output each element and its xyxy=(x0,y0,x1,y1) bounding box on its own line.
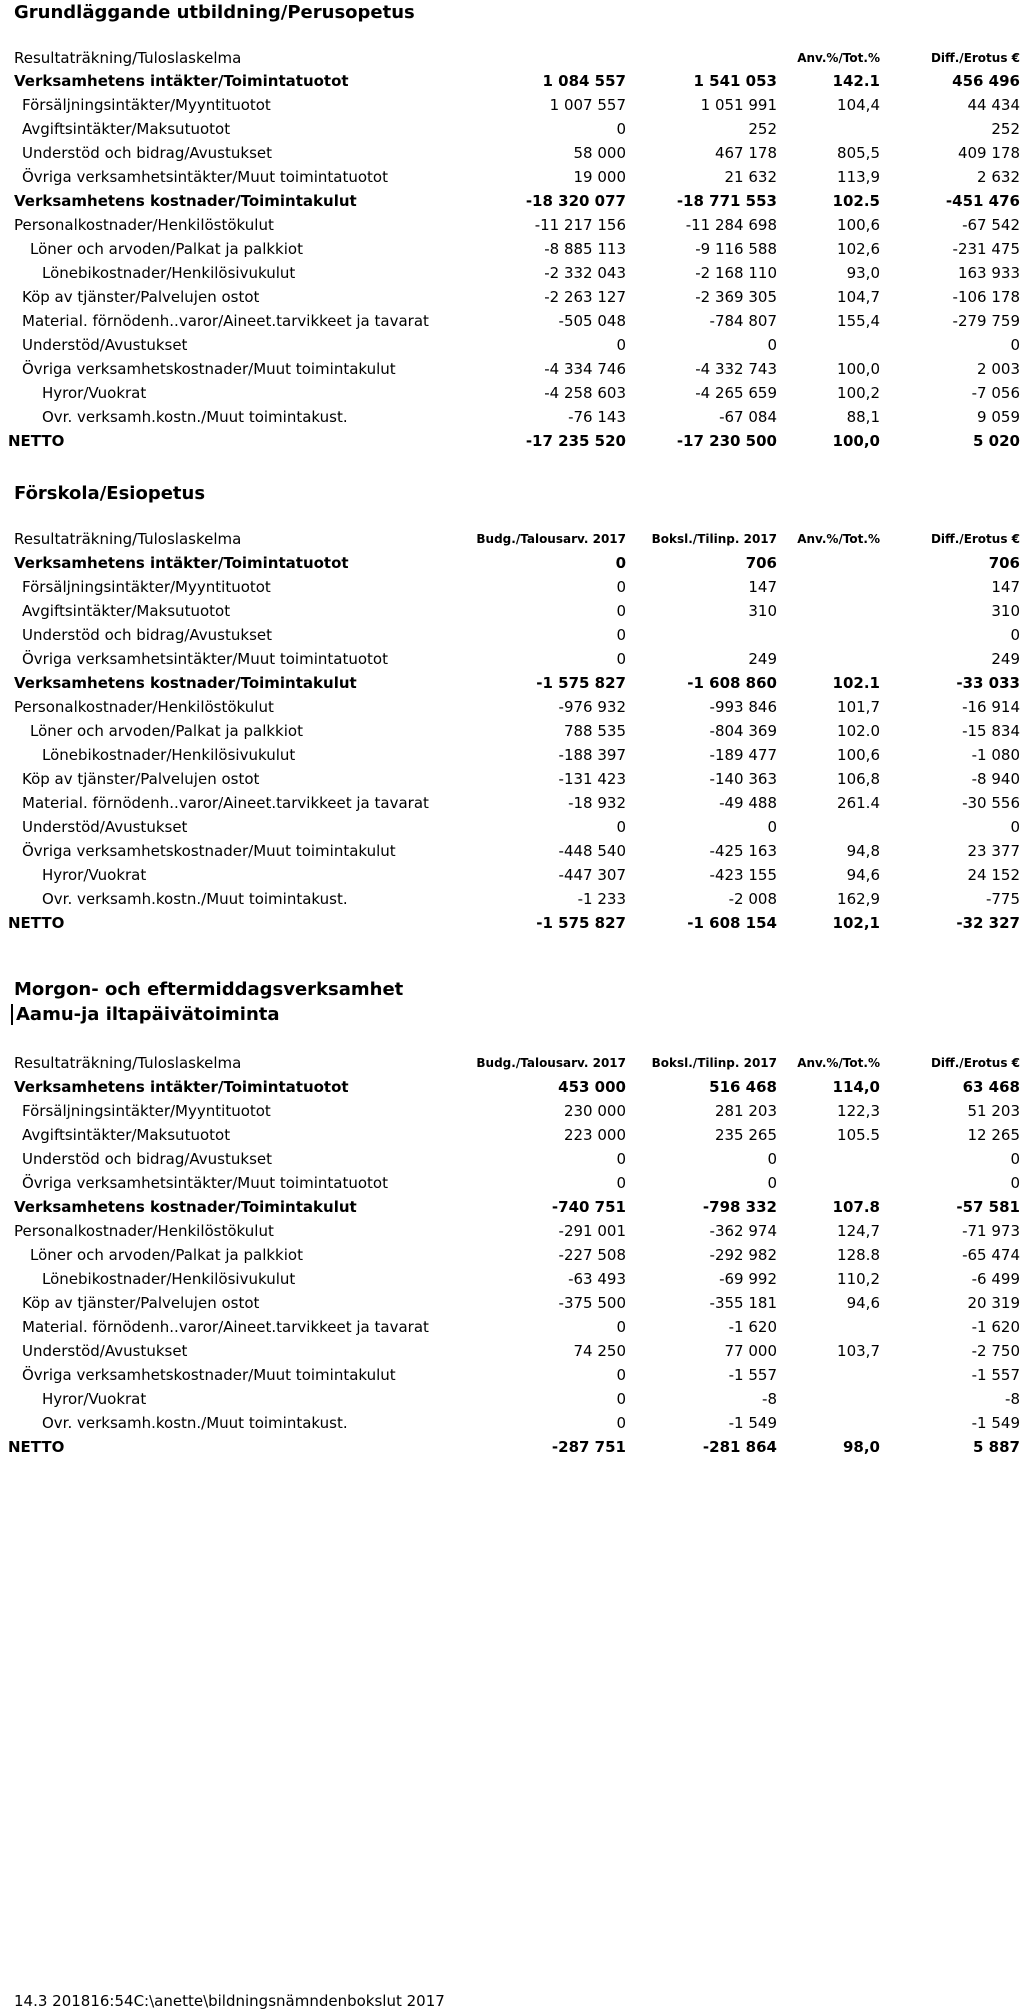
percent-value: 98,0 xyxy=(842,1438,880,1456)
percent-value: 104,4 xyxy=(837,96,880,114)
percent-value: 102.5 xyxy=(832,192,880,210)
budget-value: 223 000 xyxy=(563,1126,626,1144)
row-label: Övriga verksamhetsintäkter/Muut toimintatuotot xyxy=(22,650,388,668)
difference-value: 147 xyxy=(991,578,1020,596)
table-row xyxy=(0,1243,1024,1267)
bokslut-value: 0 xyxy=(767,1150,777,1168)
table-row xyxy=(0,1219,1024,1243)
table-row xyxy=(0,1291,1024,1315)
section-subtitle: Aamu-ja iltapäivätoiminta xyxy=(11,1004,280,1025)
table-row xyxy=(0,381,1024,405)
row-label: Övriga verksamhetskostnader/Muut toimintakulut xyxy=(22,360,396,378)
budget-value: 0 xyxy=(616,1414,626,1432)
table-header-row xyxy=(0,47,1024,69)
difference-value: 249 xyxy=(991,650,1020,668)
percent-value: 102.1 xyxy=(832,674,880,692)
percent-value: 94,6 xyxy=(846,866,880,884)
budget-value: -63 493 xyxy=(568,1270,626,1288)
bokslut-value: -17 230 500 xyxy=(676,432,777,450)
bokslut-value: -798 332 xyxy=(702,1198,777,1216)
bokslut-value: 0 xyxy=(767,818,777,836)
table-row xyxy=(0,141,1024,165)
difference-value: -8 940 xyxy=(971,770,1020,788)
difference-value: 706 xyxy=(988,554,1020,572)
percent-value: 261.4 xyxy=(837,794,880,812)
percent-value: 94,6 xyxy=(846,1294,880,1312)
budget-value: -1 575 827 xyxy=(536,914,626,932)
bokslut-value: -784 807 xyxy=(709,312,777,330)
difference-value: 252 xyxy=(991,120,1020,138)
budget-value: 0 xyxy=(616,650,626,668)
table-row xyxy=(0,1075,1024,1099)
difference-value: 0 xyxy=(1010,1150,1020,1168)
row-label: Material. förnödenh..varor/Aineet.tarvikkeet ja tavarat xyxy=(22,1318,429,1336)
table-row xyxy=(0,117,1024,141)
bokslut-value: -1 557 xyxy=(728,1366,777,1384)
percent-value: 113,9 xyxy=(837,168,880,186)
table-row xyxy=(0,767,1024,791)
row-label: Understöd och bidrag/Avustukset xyxy=(22,1150,272,1168)
bokslut-value: -423 155 xyxy=(709,866,777,884)
table-row xyxy=(0,1195,1024,1219)
bokslut-value: 310 xyxy=(748,602,777,620)
budget-value: -227 508 xyxy=(558,1246,626,1264)
table-row xyxy=(0,551,1024,575)
percent-value: 100,6 xyxy=(837,746,880,764)
bokslut-value: -281 864 xyxy=(702,1438,777,1456)
percent-value: 104,7 xyxy=(837,288,880,306)
table-row xyxy=(0,815,1024,839)
percent-value: 142.1 xyxy=(832,72,880,90)
budget-value: -76 143 xyxy=(568,408,626,426)
table-row xyxy=(0,261,1024,285)
percent-value: 100,0 xyxy=(837,360,880,378)
header-difference: Diff./Erotus € xyxy=(930,532,1020,546)
percent-value: 110,2 xyxy=(837,1270,880,1288)
budget-value: -11 217 156 xyxy=(534,216,626,234)
bokslut-value: -140 363 xyxy=(709,770,777,788)
difference-value: 12 265 xyxy=(967,1126,1020,1144)
difference-value: -67 542 xyxy=(962,216,1020,234)
table-row xyxy=(0,309,1024,333)
row-label: Övriga verksamhetskostnader/Muut toimintakulut xyxy=(22,842,396,860)
percent-value: 105.5 xyxy=(837,1126,880,1144)
table-row xyxy=(0,1411,1024,1435)
table-row xyxy=(0,165,1024,189)
percent-value: 100,0 xyxy=(832,432,880,450)
difference-value: -279 759 xyxy=(952,312,1020,330)
bokslut-value: -18 771 553 xyxy=(676,192,777,210)
budget-value: 1 007 557 xyxy=(549,96,626,114)
row-label: Personalkostnader/Henkilöstökulut xyxy=(14,1222,274,1240)
row-label: Verksamhetens intäkter/Toimintatuotot xyxy=(14,72,349,90)
budget-value: 0 xyxy=(616,626,626,644)
netto-row xyxy=(0,429,1024,453)
result-table xyxy=(0,527,1024,935)
budget-value: 1 084 557 xyxy=(542,72,626,90)
row-label: Material. förnödenh..varor/Aineet.tarvikkeet ja tavarat xyxy=(22,312,429,330)
bokslut-value: 467 178 xyxy=(714,144,777,162)
table-row xyxy=(0,623,1024,647)
row-label: Hyror/Vuokrat xyxy=(42,384,147,402)
table-row xyxy=(0,1387,1024,1411)
budget-value: -17 235 520 xyxy=(525,432,626,450)
budget-value: -4 258 603 xyxy=(544,384,626,402)
header-label: Resultaträkning/Tuloslaskelma xyxy=(14,530,242,548)
table-row xyxy=(0,237,1024,261)
bokslut-value: -11 284 698 xyxy=(685,216,777,234)
difference-value: -7 056 xyxy=(971,384,1020,402)
percent-value: 122,3 xyxy=(837,1102,880,1120)
table-row xyxy=(0,93,1024,117)
budget-value: 0 xyxy=(616,120,626,138)
budget-value: -2 263 127 xyxy=(544,288,626,306)
header-budget: Budg./Talousarv. 2017 xyxy=(476,1056,626,1070)
budget-value: -740 751 xyxy=(551,1198,626,1216)
header-label: Resultaträkning/Tuloslaskelma xyxy=(14,1054,242,1072)
difference-value: -775 xyxy=(985,890,1020,908)
table-row xyxy=(0,671,1024,695)
table-row xyxy=(0,599,1024,623)
table-row xyxy=(0,887,1024,911)
row-label: Verksamhetens kostnader/Toimintakulut xyxy=(14,1198,357,1216)
bokslut-value: -49 488 xyxy=(719,794,777,812)
row-label: NETTO xyxy=(8,914,65,932)
table-row xyxy=(0,791,1024,815)
table-row xyxy=(0,1147,1024,1171)
bokslut-value: -9 116 588 xyxy=(695,240,777,258)
row-label: Köp av tjänster/Palvelujen ostot xyxy=(22,770,260,788)
bokslut-value: 1 051 991 xyxy=(700,96,777,114)
difference-value: -65 474 xyxy=(962,1246,1020,1264)
budget-value: -448 540 xyxy=(558,842,626,860)
percent-value: 107.8 xyxy=(832,1198,880,1216)
bokslut-value: -8 xyxy=(762,1390,777,1408)
header-difference: Diff./Erotus € xyxy=(930,1056,1020,1070)
bokslut-value: -804 369 xyxy=(709,722,777,740)
row-label: Understöd och bidrag/Avustukset xyxy=(22,144,272,162)
budget-value: 0 xyxy=(615,554,626,572)
difference-value: 9 059 xyxy=(977,408,1020,426)
budget-value: 0 xyxy=(616,818,626,836)
percent-value: 93,0 xyxy=(846,264,880,282)
section-title: Grundläggande utbildning/Perusopetus xyxy=(14,2,415,23)
row-label: Understöd/Avustukset xyxy=(22,818,188,836)
difference-value: 2 003 xyxy=(977,360,1020,378)
difference-value: 51 203 xyxy=(967,1102,1020,1120)
bokslut-value: -189 477 xyxy=(709,746,777,764)
bokslut-value: 516 468 xyxy=(709,1078,777,1096)
netto-row xyxy=(0,1435,1024,1459)
budget-value: -18 320 077 xyxy=(525,192,626,210)
budget-value: 0 xyxy=(616,602,626,620)
percent-value: 103,7 xyxy=(837,1342,880,1360)
bokslut-value: 77 000 xyxy=(724,1342,777,1360)
percent-value: 162,9 xyxy=(837,890,880,908)
budget-value: 0 xyxy=(616,578,626,596)
table-row xyxy=(0,743,1024,767)
difference-value: -6 499 xyxy=(971,1270,1020,1288)
table-row xyxy=(0,719,1024,743)
percent-value: 106,8 xyxy=(837,770,880,788)
table-row xyxy=(0,69,1024,93)
budget-value: -4 334 746 xyxy=(544,360,626,378)
bokslut-value: -1 608 860 xyxy=(687,674,777,692)
percent-value: 102,6 xyxy=(837,240,880,258)
table-row xyxy=(0,1267,1024,1291)
row-label: Lönebikostnader/Henkilösivukulut xyxy=(42,746,296,764)
table-row xyxy=(0,405,1024,429)
bokslut-value: -67 084 xyxy=(719,408,777,426)
budget-value: 0 xyxy=(616,336,626,354)
table-row xyxy=(0,1363,1024,1387)
bokslut-value: -4 332 743 xyxy=(695,360,777,378)
difference-value: 409 178 xyxy=(957,144,1020,162)
difference-value: -33 033 xyxy=(956,674,1020,692)
percent-value: 114,0 xyxy=(832,1078,880,1096)
row-label: Lönebikostnader/Henkilösivukulut xyxy=(42,264,296,282)
difference-value: 163 933 xyxy=(957,264,1020,282)
row-label: Verksamhetens intäkter/Toimintatuotot xyxy=(14,1078,349,1096)
difference-value: 63 468 xyxy=(962,1078,1020,1096)
table-row xyxy=(0,285,1024,309)
difference-value: -57 581 xyxy=(956,1198,1020,1216)
table-header-row xyxy=(0,527,1024,551)
table-row xyxy=(0,839,1024,863)
header-budget: Budg./Talousarv. 2017 xyxy=(476,532,626,546)
netto-row xyxy=(0,911,1024,935)
row-label: Avgiftsintäkter/Maksutuotot xyxy=(22,1126,231,1144)
percent-value: 100,2 xyxy=(837,384,880,402)
percent-value: 101,7 xyxy=(837,698,880,716)
bokslut-value: 281 203 xyxy=(714,1102,777,1120)
bokslut-value: 706 xyxy=(745,554,777,572)
difference-value: 310 xyxy=(991,602,1020,620)
section-title: Morgon- och eftermiddagsverksamhet xyxy=(14,979,404,1000)
row-label: Verksamhetens kostnader/Toimintakulut xyxy=(14,192,357,210)
budget-value: -1 233 xyxy=(577,890,626,908)
bokslut-value: 1 541 053 xyxy=(693,72,777,90)
difference-value: 24 152 xyxy=(967,866,1020,884)
difference-value: -30 556 xyxy=(962,794,1020,812)
difference-value: -106 178 xyxy=(952,288,1020,306)
bokslut-value: -362 974 xyxy=(709,1222,777,1240)
row-label: Ovr. verksamh.kostn./Muut toimintakust. xyxy=(42,890,348,908)
budget-value: 0 xyxy=(616,1174,626,1192)
header-percent: Anv.%/Tot.% xyxy=(797,51,880,65)
row-label: Lönebikostnader/Henkilösivukulut xyxy=(42,1270,296,1288)
percent-value: 102,1 xyxy=(832,914,880,932)
bokslut-value: 21 632 xyxy=(724,168,777,186)
budget-value: 0 xyxy=(616,1318,626,1336)
row-label: Försäljningsintäkter/Myyntituotot xyxy=(22,96,271,114)
percent-value: 128.8 xyxy=(837,1246,880,1264)
row-label: NETTO xyxy=(8,432,65,450)
budget-value: 230 000 xyxy=(563,1102,626,1120)
row-label: Löner och arvoden/Palkat ja palkkiot xyxy=(30,1246,303,1264)
row-label: Köp av tjänster/Palvelujen ostot xyxy=(22,288,260,306)
percent-value: 88,1 xyxy=(846,408,880,426)
table-header-row xyxy=(0,1051,1024,1075)
section-title: Förskola/Esiopetus xyxy=(14,483,206,504)
difference-value: -1 080 xyxy=(971,746,1020,764)
table-row xyxy=(0,189,1024,213)
difference-value: 0 xyxy=(1010,1174,1020,1192)
budget-value: -287 751 xyxy=(551,1438,626,1456)
bokslut-value: 235 265 xyxy=(714,1126,777,1144)
budget-value: -375 500 xyxy=(558,1294,626,1312)
result-table xyxy=(0,47,1024,453)
difference-value: 0 xyxy=(1010,336,1020,354)
budget-value: -976 932 xyxy=(558,698,626,716)
row-label: Löner och arvoden/Palkat ja palkkiot xyxy=(30,722,303,740)
percent-value: 805,5 xyxy=(837,144,880,162)
row-label: Övriga verksamhetsintäkter/Muut toimintatuotot xyxy=(22,1174,388,1192)
budget-value: 58 000 xyxy=(573,144,626,162)
table-row xyxy=(0,213,1024,237)
budget-value: -18 932 xyxy=(568,794,626,812)
table-row xyxy=(0,647,1024,671)
bokslut-value: -1 620 xyxy=(728,1318,777,1336)
budget-value: -447 307 xyxy=(558,866,626,884)
row-label: Understöd/Avustukset xyxy=(22,1342,188,1360)
percent-value: 102.0 xyxy=(837,722,880,740)
table-row xyxy=(0,1315,1024,1339)
budget-value: 453 000 xyxy=(558,1078,626,1096)
bokslut-value: -69 992 xyxy=(719,1270,777,1288)
budget-value: 788 535 xyxy=(563,722,626,740)
difference-value: -8 xyxy=(1005,1390,1020,1408)
bokslut-value: -2 369 305 xyxy=(695,288,777,306)
header-difference: Diff./Erotus € xyxy=(930,51,1020,65)
difference-value: -1 549 xyxy=(971,1414,1020,1432)
header-label: Resultaträkning/Tuloslaskelma xyxy=(14,49,242,67)
budget-value: -188 397 xyxy=(558,746,626,764)
row-label: NETTO xyxy=(8,1438,65,1456)
budget-value: 19 000 xyxy=(573,168,626,186)
difference-value: 20 319 xyxy=(967,1294,1020,1312)
row-label: Övriga verksamhetskostnader/Muut toimintakulut xyxy=(22,1366,396,1384)
budget-value: -291 001 xyxy=(558,1222,626,1240)
difference-value: -32 327 xyxy=(956,914,1020,932)
percent-value: 94,8 xyxy=(846,842,880,860)
row-label: Verksamhetens intäkter/Toimintatuotot xyxy=(14,554,349,572)
bokslut-value: -2 008 xyxy=(728,890,777,908)
bokslut-value: -425 163 xyxy=(709,842,777,860)
header-bokslut: Boksl./Tilinp. 2017 xyxy=(651,532,777,546)
difference-value: 0 xyxy=(1010,626,1020,644)
difference-value: -15 834 xyxy=(962,722,1020,740)
row-label: Verksamhetens kostnader/Toimintakulut xyxy=(14,674,357,692)
table-row xyxy=(0,357,1024,381)
budget-value: -131 423 xyxy=(558,770,626,788)
percent-value: 124,7 xyxy=(837,1222,880,1240)
difference-value: 2 632 xyxy=(977,168,1020,186)
difference-value: -2 750 xyxy=(971,1342,1020,1360)
budget-value: 74 250 xyxy=(573,1342,626,1360)
bokslut-value: -1 549 xyxy=(728,1414,777,1432)
row-label: Personalkostnader/Henkilöstökulut xyxy=(14,216,274,234)
table-row xyxy=(0,695,1024,719)
difference-value: 5 020 xyxy=(973,432,1020,450)
row-label: Personalkostnader/Henkilöstökulut xyxy=(14,698,274,716)
bokslut-value: -993 846 xyxy=(709,698,777,716)
table-row xyxy=(0,333,1024,357)
row-label: Material. förnödenh..varor/Aineet.tarvikkeet ja tavarat xyxy=(22,794,429,812)
row-label: Ovr. verksamh.kostn./Muut toimintakust. xyxy=(42,408,348,426)
bokslut-value: -292 982 xyxy=(709,1246,777,1264)
row-label: Försäljningsintäkter/Myyntituotot xyxy=(22,578,271,596)
table-row xyxy=(0,1339,1024,1363)
difference-value: 44 434 xyxy=(967,96,1020,114)
difference-value: 23 377 xyxy=(967,842,1020,860)
file-path-footer: 14.3 201816:54C:\anette\bildningsnämndenbokslut 2017 xyxy=(14,1992,445,2010)
difference-value: -16 914 xyxy=(962,698,1020,716)
bokslut-value: -355 181 xyxy=(709,1294,777,1312)
percent-value: 100,6 xyxy=(837,216,880,234)
budget-value: -2 332 043 xyxy=(544,264,626,282)
budget-value: 0 xyxy=(616,1150,626,1168)
percent-value: 155,4 xyxy=(837,312,880,330)
row-label: Försäljningsintäkter/Myyntituotot xyxy=(22,1102,271,1120)
budget-value: -8 885 113 xyxy=(544,240,626,258)
difference-value: 5 887 xyxy=(973,1438,1020,1456)
bokslut-value: 249 xyxy=(748,650,777,668)
row-label: Avgiftsintäkter/Maksutuotot xyxy=(22,602,231,620)
bokslut-value: 0 xyxy=(767,336,777,354)
table-row xyxy=(0,1123,1024,1147)
row-label: Löner och arvoden/Palkat ja palkkiot xyxy=(30,240,303,258)
difference-value: 456 496 xyxy=(952,72,1020,90)
bokslut-value: -2 168 110 xyxy=(695,264,777,282)
budget-value: 0 xyxy=(616,1390,626,1408)
row-label: Avgiftsintäkter/Maksutuotot xyxy=(22,120,231,138)
bokslut-value: -1 608 154 xyxy=(687,914,777,932)
table-row xyxy=(0,575,1024,599)
row-label: Köp av tjänster/Palvelujen ostot xyxy=(22,1294,260,1312)
budget-value: -505 048 xyxy=(558,312,626,330)
result-table xyxy=(0,1051,1024,1459)
row-label: Hyror/Vuokrat xyxy=(42,1390,147,1408)
difference-value: 0 xyxy=(1010,818,1020,836)
header-percent: Anv.%/Tot.% xyxy=(797,532,880,546)
row-label: Övriga verksamhetsintäkter/Muut toimintatuotot xyxy=(22,168,388,186)
bokslut-value: -4 265 659 xyxy=(695,384,777,402)
table-row xyxy=(0,1099,1024,1123)
row-label: Understöd/Avustukset xyxy=(22,336,188,354)
header-bokslut: Boksl./Tilinp. 2017 xyxy=(651,1056,777,1070)
difference-value: -1 620 xyxy=(971,1318,1020,1336)
bokslut-value: 147 xyxy=(748,578,777,596)
budget-value: -1 575 827 xyxy=(536,674,626,692)
difference-value: -1 557 xyxy=(971,1366,1020,1384)
difference-value: -231 475 xyxy=(952,240,1020,258)
difference-value: -71 973 xyxy=(962,1222,1020,1240)
bokslut-value: 252 xyxy=(748,120,777,138)
header-percent: Anv.%/Tot.% xyxy=(797,1056,880,1070)
bokslut-value: 0 xyxy=(767,1174,777,1192)
table-row xyxy=(0,1171,1024,1195)
row-label: Ovr. verksamh.kostn./Muut toimintakust. xyxy=(42,1414,348,1432)
budget-value: 0 xyxy=(616,1366,626,1384)
difference-value: -451 476 xyxy=(945,192,1020,210)
row-label: Hyror/Vuokrat xyxy=(42,866,147,884)
row-label: Understöd och bidrag/Avustukset xyxy=(22,626,272,644)
table-row xyxy=(0,863,1024,887)
